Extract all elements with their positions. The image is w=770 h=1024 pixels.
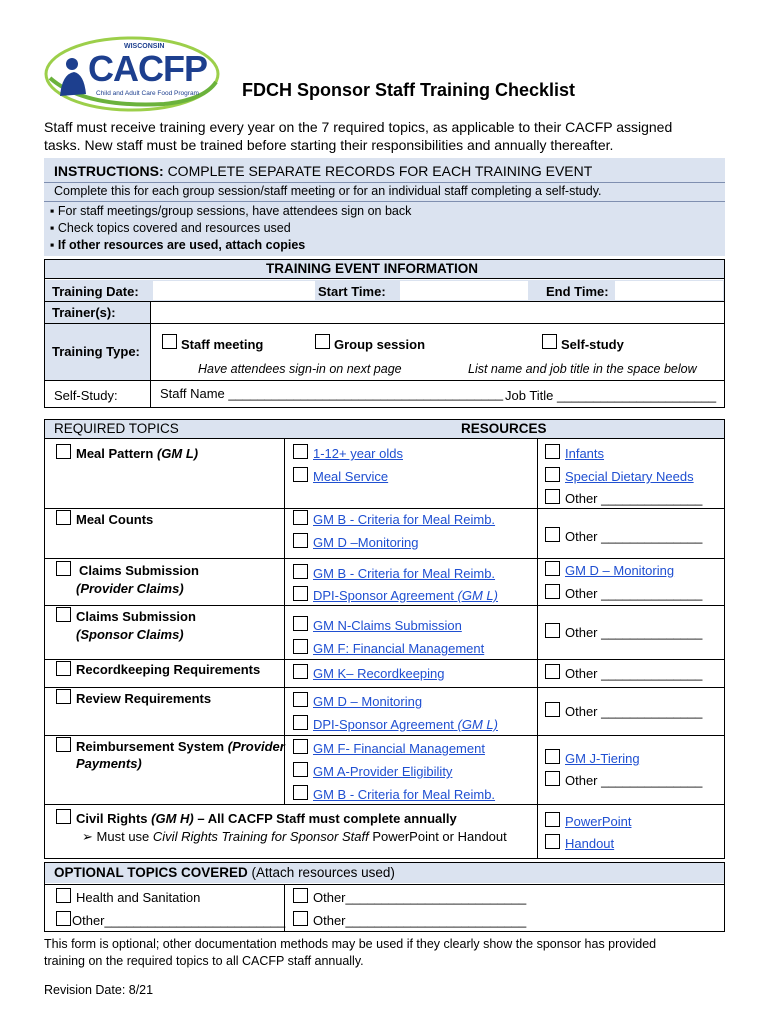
link-gm-j[interactable]: GM J-Tiering [565,751,640,766]
resources-header: RESOURCES [461,421,547,436]
instructions-heading [54,163,592,179]
row-divider [44,438,725,439]
reimbursement-checkbox[interactable] [56,737,71,752]
end-time-field[interactable] [615,281,723,300]
intro-line-2: tasks. New staff must be trained before starting their responsibilities and annually thereafter. [44,137,614,153]
r-gmd2-checkbox[interactable] [545,561,560,576]
r-gmk-checkbox[interactable] [293,664,308,679]
list-note: List name and job title in the space below [468,362,697,376]
link-gm-b[interactable]: GM B - Criteria for Meal Reimb. [313,512,496,527]
r-other-checkbox[interactable] [545,489,560,504]
r-gmf-checkbox[interactable] [293,639,308,654]
row-divider [44,558,725,559]
row-divider [44,804,725,805]
r-112-checkbox[interactable] [293,444,308,459]
optional-other-right-checkbox-2[interactable] [293,911,308,926]
link-handout[interactable]: Handout [565,836,615,851]
optional-other-right-field[interactable]: Other_________________________ [313,890,527,905]
arrow-icon: ➢ [82,829,93,844]
meal-counts-checkbox[interactable] [56,510,71,525]
r-dpi-checkbox[interactable] [293,715,308,730]
r-other-checkbox[interactable] [545,771,560,786]
revision-date: Revision Date: 8/21 [44,983,154,997]
row-divider [44,659,725,660]
r-ppt-checkbox[interactable] [545,812,560,827]
group-session-label: Group session [334,337,426,352]
training-date-field[interactable] [153,281,315,300]
review-label: Review Requirements [76,691,212,706]
footer-note-2: training on the required topics to all CACFP staff annually. [44,954,364,968]
end-time-label: End Time: [546,284,609,299]
review-checkbox[interactable] [56,689,71,704]
required-topics-header: REQUIRED TOPICS [54,421,179,436]
group-session-checkbox[interactable] [315,334,330,349]
claims-provider-checkbox[interactable] [56,561,71,576]
civil-rights-checkbox[interactable] [56,809,71,824]
r-other-checkbox[interactable] [545,623,560,638]
r-other-checkbox[interactable] [545,664,560,679]
event-header: TRAINING EVENT INFORMATION [266,261,478,276]
r-gmd-checkbox[interactable] [293,692,308,707]
meal-pattern-label: Meal Pattern (GM L) [76,446,199,461]
meal-counts-label: Meal Counts [76,512,154,527]
trainers-label: Trainer(s): [52,305,116,320]
r-gmb-checkbox[interactable] [293,510,308,525]
link-gm-f-financial[interactable]: GM F- Financial Management [313,741,485,756]
optional-header: OPTIONAL TOPICS COVERED (Attach resources used) [54,865,395,880]
link-dpi-agreement[interactable]: DPI-Sponsor Agreement (GM L) [313,588,498,603]
optional-other-right-checkbox[interactable] [293,888,308,903]
row-divider [44,884,725,885]
health-label: Health and Sanitation [76,890,201,905]
col-divider [537,438,538,858]
other-field[interactable]: Other ______________ [565,625,703,640]
col-divider [150,302,151,407]
link-infants[interactable]: Infants [565,446,605,461]
r-gmj-checkbox[interactable] [545,749,560,764]
other-field[interactable]: Other ______________ [565,666,703,681]
link-special-dietary[interactable]: Special Dietary Needs [565,469,694,484]
r-gmd-checkbox[interactable] [293,533,308,548]
link-gm-d-monitoring[interactable]: GM D – Monitoring [565,563,675,578]
row-divider [44,735,725,736]
staff-name-field[interactable]: Staff Name ______________________________________ [160,386,504,401]
health-checkbox[interactable] [56,888,71,903]
other-field[interactable]: Other ______________ [565,586,703,601]
r-other-checkbox[interactable] [545,527,560,542]
cacfp-logo [44,34,220,112]
logo-brand: CACFP [88,48,207,89]
footer-note-1: This form is optional; other documentation methods may be used if they clearly show the sponsor has provided [44,937,657,951]
other-field[interactable]: Other ______________ [565,704,703,719]
other-field[interactable]: Other ______________ [565,491,703,506]
claims-provider-label: Claims Submission [79,563,199,578]
logo-state: WISCONSIN [124,43,165,50]
optional-other-left-field[interactable]: Other_________________________ [72,913,286,928]
r-infants-checkbox[interactable] [545,444,560,459]
reimbursement-label: Reimbursement System (Provider [76,739,285,754]
training-date-label: Training Date: [52,284,139,299]
row-divider [44,380,725,381]
link-gm-b[interactable]: GM B - Criteria for Meal Reimb. [313,566,496,581]
civil-rights-label: Civil Rights (GM H) – All CACFP Staff must complete annually [76,811,457,826]
optional-other-right-field-2[interactable]: Other_________________________ [313,913,527,928]
row-divider [44,508,725,509]
self-study-label: Self-study [561,337,624,352]
link-gm-b[interactable]: GM B - Criteria for Meal Reimb. [313,787,496,802]
bullet-2: ▪ Check topics covered and resources used [50,221,291,235]
provider-claims-label: (Provider Claims) [76,581,184,596]
r-special-checkbox[interactable] [545,467,560,482]
self-study-checkbox[interactable] [542,334,557,349]
training-type-label: Training Type: [52,344,140,359]
bullet-1: ▪ For staff meetings/group sessions, have attendees sign on back [50,204,412,218]
job-title-field[interactable]: Job Title ______________________ [505,388,717,403]
optional-other-left-checkbox[interactable] [56,911,71,926]
r-other-checkbox[interactable] [545,702,560,717]
link-gm-d[interactable]: GM D –Monitoring [313,535,419,550]
r-gmb-checkbox[interactable] [293,564,308,579]
instructions-heading-text: COMPLETE SEPARATE RECORDS FOR EACH TRAINING EVENT [167,163,593,179]
sponsor-claims-label: (Sponsor Claims) [76,627,184,642]
recordkeeping-checkbox[interactable] [56,661,71,676]
bullet-3: ▪ If other resources are used, attach copies [50,238,306,252]
link-gm-a[interactable]: GM A-Provider Eligibility [313,764,453,779]
instructions-sub: Complete this for each group session/staff meeting or for an individual staff completing a self-study. [54,184,602,198]
link-gm-n[interactable]: GM N-Claims Submission [313,618,462,633]
staff-meeting-checkbox[interactable] [162,334,177,349]
r-gmf2-checkbox[interactable] [293,739,308,754]
link-gm-d-monitoring[interactable]: GM D – Monitoring [313,694,423,709]
link-gm-k[interactable]: GM K– Recordkeeping [313,666,445,681]
link-dpi-agreement[interactable]: DPI-Sponsor Agreement (GM L) [313,717,498,732]
link-gm-f[interactable]: GM F: Financial Management [313,641,485,656]
r-gmn-checkbox[interactable] [293,616,308,631]
trainers-field[interactable] [150,302,724,323]
r-gma-checkbox[interactable] [293,762,308,777]
claims-sponsor-label: Claims Submission [76,609,196,624]
page-title: FDCH Sponsor Staff Training Checklist [242,80,576,100]
start-time-field[interactable] [400,281,528,300]
r-other-checkbox[interactable] [545,584,560,599]
row-divider [44,687,725,688]
self-study-row-label: Self-Study: [54,388,118,403]
attendees-note: Have attendees sign-in on next page [198,362,402,376]
intro-line-1: Staff must receive training every year on the 7 required topics, as applicable to their CACFP assigned [44,119,673,135]
claims-sponsor-checkbox[interactable] [56,607,71,622]
instructions-divider-2 [44,201,725,202]
r-handout-checkbox[interactable] [545,834,560,849]
meal-pattern-checkbox[interactable] [56,444,71,459]
staff-meeting-label: Staff meeting [181,337,264,352]
r-dpi-checkbox[interactable] [293,586,308,601]
row-divider [44,605,725,606]
r-meal-service-checkbox[interactable] [293,467,308,482]
civil-rights-note: ➢ Must use Civil Rights Training for Sponsor Staff PowerPoint or Handout [82,829,507,844]
instructions-label: INSTRUCTIONS: [54,163,164,179]
start-time-label: Start Time: [318,284,386,299]
recordkeeping-label: Recordkeeping Requirements [76,662,261,677]
other-field[interactable]: Other ______________ [565,529,703,544]
link-powerpoint[interactable]: PowerPoint [565,814,632,829]
link-1-12-year-olds[interactable]: 1-12+ year olds [313,446,403,461]
link-meal-service[interactable]: Meal Service [313,469,389,484]
logo-program: Child and Adult Care Food Program [96,90,199,97]
r-gmb-checkbox[interactable] [293,785,308,800]
instructions-divider [44,182,725,183]
other-field[interactable]: Other ______________ [565,773,703,788]
reimbursement-label-2: Payments) [76,756,142,771]
